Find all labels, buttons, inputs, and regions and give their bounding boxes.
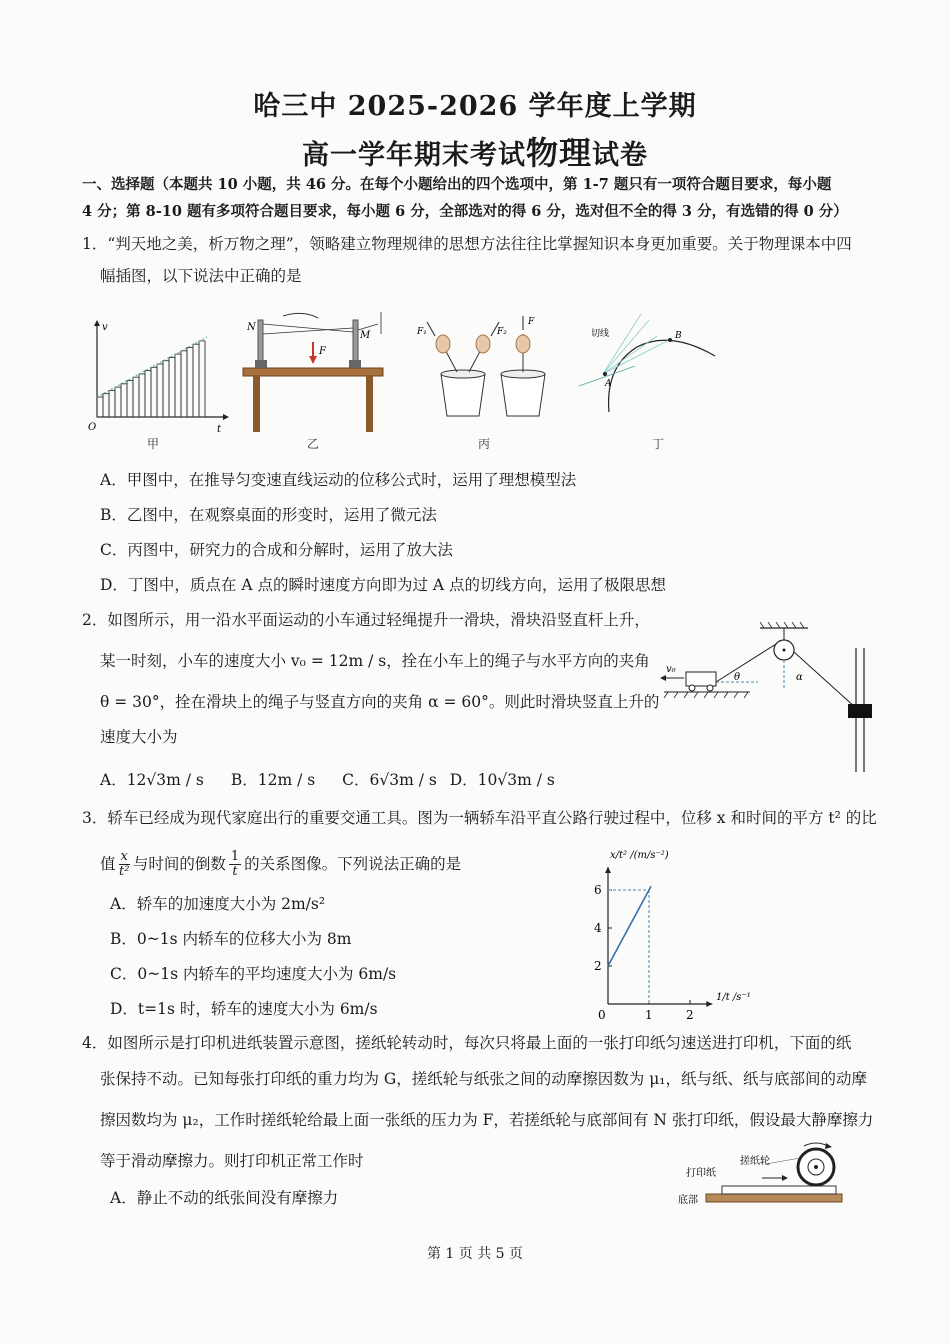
- step-rect: [103, 394, 109, 417]
- q3-stem-2c: 的关系图像。下列说法正确的是: [244, 855, 462, 873]
- q1-option-b: B．乙图中，在观察桌面的形变时，运用了微元法: [100, 506, 437, 524]
- q3-option-a: A．轿车的加速度大小为 2m/s²: [110, 895, 326, 913]
- x-tick-label: 0: [598, 1008, 606, 1020]
- exam-title-line1: 哈三中 2025-2026 学年度上学期: [253, 91, 697, 122]
- fig-jia-v-label: v: [102, 322, 108, 333]
- paper-stack: [722, 1186, 836, 1194]
- section-intro-1: 一、选择题（本题共 10 小题，共 46 分。在每个小题给出的四个选项中，第 1-7 题只有一项符合题目要求，每小题: [82, 176, 832, 193]
- step-rect: [115, 387, 121, 417]
- q1-option-d: D．丁图中，质点在 A 点的瞬时速度方向即为过 A 点的切线方向，运用了极限思想: [100, 576, 667, 594]
- q2-option-c: C．6√3m / s: [342, 771, 437, 789]
- caption-jia: 甲: [147, 437, 160, 451]
- step-rect: [181, 351, 187, 417]
- q3-x-axis-label: 1/t /s⁻¹: [716, 992, 751, 1003]
- step-rect: [127, 381, 133, 418]
- caption-bing: 丙: [478, 437, 491, 451]
- step-rect: [139, 374, 145, 417]
- exam-title-line2: [0, 128, 950, 174]
- q3-y-arrow: [605, 867, 611, 873]
- q1-stem-1: 1．“判天地之美，析万物之理”，领略建立物理规律的思想方法往往比掌握知识本身更加重要。关于物理课本中四: [82, 235, 852, 253]
- title-part-c: 试卷: [592, 140, 648, 171]
- fig-bing-f-label: F: [528, 317, 535, 327]
- q1-figures: [85, 312, 885, 452]
- step-rect: [121, 384, 127, 417]
- q3-fraction-2: [229, 850, 241, 879]
- q3-option-c: C．0~1s 内轿车的平均速度大小为 6m/s: [110, 965, 397, 983]
- figure-jia: [88, 320, 229, 435]
- fig-paper-label: 打印纸: [686, 1168, 716, 1179]
- q3-guides: [608, 890, 649, 1004]
- q3-stem-2b: 与时间的倒数: [132, 855, 226, 873]
- q2-stem-2: 某一时刻，小车的速度大小 v₀ = 12m / s，拴在小车上的绳子与水平方向的夹角: [100, 652, 650, 670]
- caption-ding: 丁: [652, 437, 665, 451]
- q3-fraction-1: [119, 850, 130, 879]
- q2-options: [100, 768, 555, 790]
- step-rect: [199, 341, 205, 417]
- caption-yi: 乙: [307, 437, 320, 451]
- stepped-rectangles: [97, 341, 205, 417]
- q3-x-arrow: [706, 1001, 712, 1007]
- q4-stem-3: 擦因数均为 μ₂，工作时搓纸轮给最上面一张纸的压力为 F，若搓纸轮与底部间有 N 张打印纸，假设最大静摩擦力: [100, 1111, 874, 1129]
- title-subject: 物理: [525, 134, 592, 172]
- q3-frac2-num: 1: [230, 848, 240, 864]
- step-rect: [109, 390, 115, 417]
- step-rect: [151, 367, 157, 417]
- q3-frac2-den: t: [232, 863, 238, 879]
- fig-base-label: 底部: [678, 1195, 698, 1206]
- q4-stem-2: 张保持不动。已知每张打印纸的重力均为 G，搓纸轮与纸张之间的动摩擦因数为 μ₁，纸与纸、纸与底部间的动摩: [100, 1070, 868, 1088]
- q2-theta-label: θ: [734, 672, 741, 683]
- section-intro-2: 4 分；第 8-10 题有多项符合题目要求，每小题 6 分，全部选对的得 6 分，选对但不全的得 3 分，有选错的得 0 分）: [82, 203, 848, 220]
- q2-option-d: D．10√3m / s: [449, 771, 555, 789]
- step-rect: [145, 371, 151, 417]
- y-tick-label: 2: [594, 959, 602, 973]
- figure-yi: [243, 312, 383, 432]
- figure-bing: [416, 316, 545, 416]
- q2-v0-label: v₀: [666, 664, 676, 675]
- q3-frac1-num: x: [120, 848, 128, 864]
- q2-figure: [660, 620, 890, 780]
- q4-stem-1: 4．如图所示是打印机进纸装置示意图，搓纸轮转动时，每次只将最上面的一张打印纸匀速送进打印机，下面的纸: [82, 1034, 852, 1052]
- step-rect: [133, 377, 139, 417]
- series-line: [608, 886, 651, 966]
- q3-y-axis-label: x/t² /(m/s⁻²): [610, 850, 669, 861]
- q2-stem-4: 速度大小为: [100, 728, 178, 746]
- q3-ticks: [594, 883, 694, 1020]
- figure-ding: [579, 314, 715, 412]
- q2-stem-3: θ = 30°，拴在滑块上的绳子与竖直方向的夹角 α = 60°。则此时滑块竖直上升的: [100, 693, 660, 711]
- q4-stem-4: 等于滑动摩擦力。则打印机正常工作时: [100, 1152, 364, 1170]
- q3-option-b: B．0~1s 内轿车的位移大小为 8m: [110, 930, 352, 948]
- q4-figure: [670, 1140, 850, 1210]
- fig-roller-label: 搓纸轮: [740, 1156, 770, 1167]
- q1-stem-2: 幅插图，以下说法中正确的是: [100, 267, 302, 285]
- fig-yi-f-label: F: [319, 346, 326, 357]
- step-rect: [163, 361, 169, 417]
- step-rect: [169, 357, 175, 417]
- fig-ding-b-label: B: [675, 331, 682, 341]
- x-tick-label: 2: [686, 1008, 694, 1020]
- title-part-a: 高一学年期末考试: [301, 140, 526, 171]
- step-rect: [187, 348, 193, 418]
- q2-option-a: A．12√3m / s: [100, 771, 204, 789]
- y-tick-label: 6: [594, 883, 602, 897]
- step-rect: [97, 397, 103, 417]
- step-rect: [175, 354, 181, 417]
- q1-option-c: C．丙图中，研究力的合成和分解时，运用了放大法: [100, 541, 453, 559]
- step-rect: [193, 344, 199, 417]
- fig-bing-f2-label: F₂: [497, 327, 507, 337]
- fig-yi-m-label: M: [360, 330, 371, 341]
- y-tick-label: 4: [594, 921, 602, 935]
- x-tick-label: 1: [645, 1008, 653, 1020]
- q3-frac1-den: t²: [118, 863, 130, 879]
- fig-yi-n-label: N: [247, 322, 256, 333]
- fig-ding-a-label: A: [605, 379, 612, 389]
- q1-option-a: A．甲图中，在推导匀变速直线运动的位移公式时，运用了理想模型法: [100, 471, 577, 489]
- fig-bing-f1-label: F₁: [417, 327, 427, 337]
- fig-ding-tangent-label: 切线: [591, 329, 610, 339]
- fig-jia-o-label: O: [88, 422, 97, 433]
- q2-stem-1: 2．如图所示，用一沿水平面运动的小车通过轻绳提升一滑块，滑块沿竖直杆上升，: [82, 611, 650, 629]
- q3-stem-2: [100, 846, 461, 882]
- page-footer: 第 1 页 共 5 页: [426, 1246, 524, 1262]
- step-rect: [157, 364, 163, 417]
- q2-option-b: B．12m / s: [230, 771, 316, 789]
- fig-jia-t-label: t: [217, 424, 222, 435]
- q2-alpha-label: α: [796, 672, 803, 683]
- q3-option-d: D．t=1s 时，轿车的速度大小为 6m/s: [110, 1000, 378, 1018]
- q3-graph: [580, 842, 790, 1020]
- q3-stem-1: 3．轿车已经成为现代家庭出行的重要交通工具。图为一辆轿车沿平直公路行驶过程中，位移 x 和时间的平方 t² 的比: [82, 809, 877, 827]
- q3-series: [608, 886, 651, 966]
- base-plate: [706, 1194, 842, 1202]
- q3-stem-2a: 值: [100, 855, 116, 873]
- q4-option-a: A．静止不动的纸张间没有摩擦力: [110, 1189, 339, 1207]
